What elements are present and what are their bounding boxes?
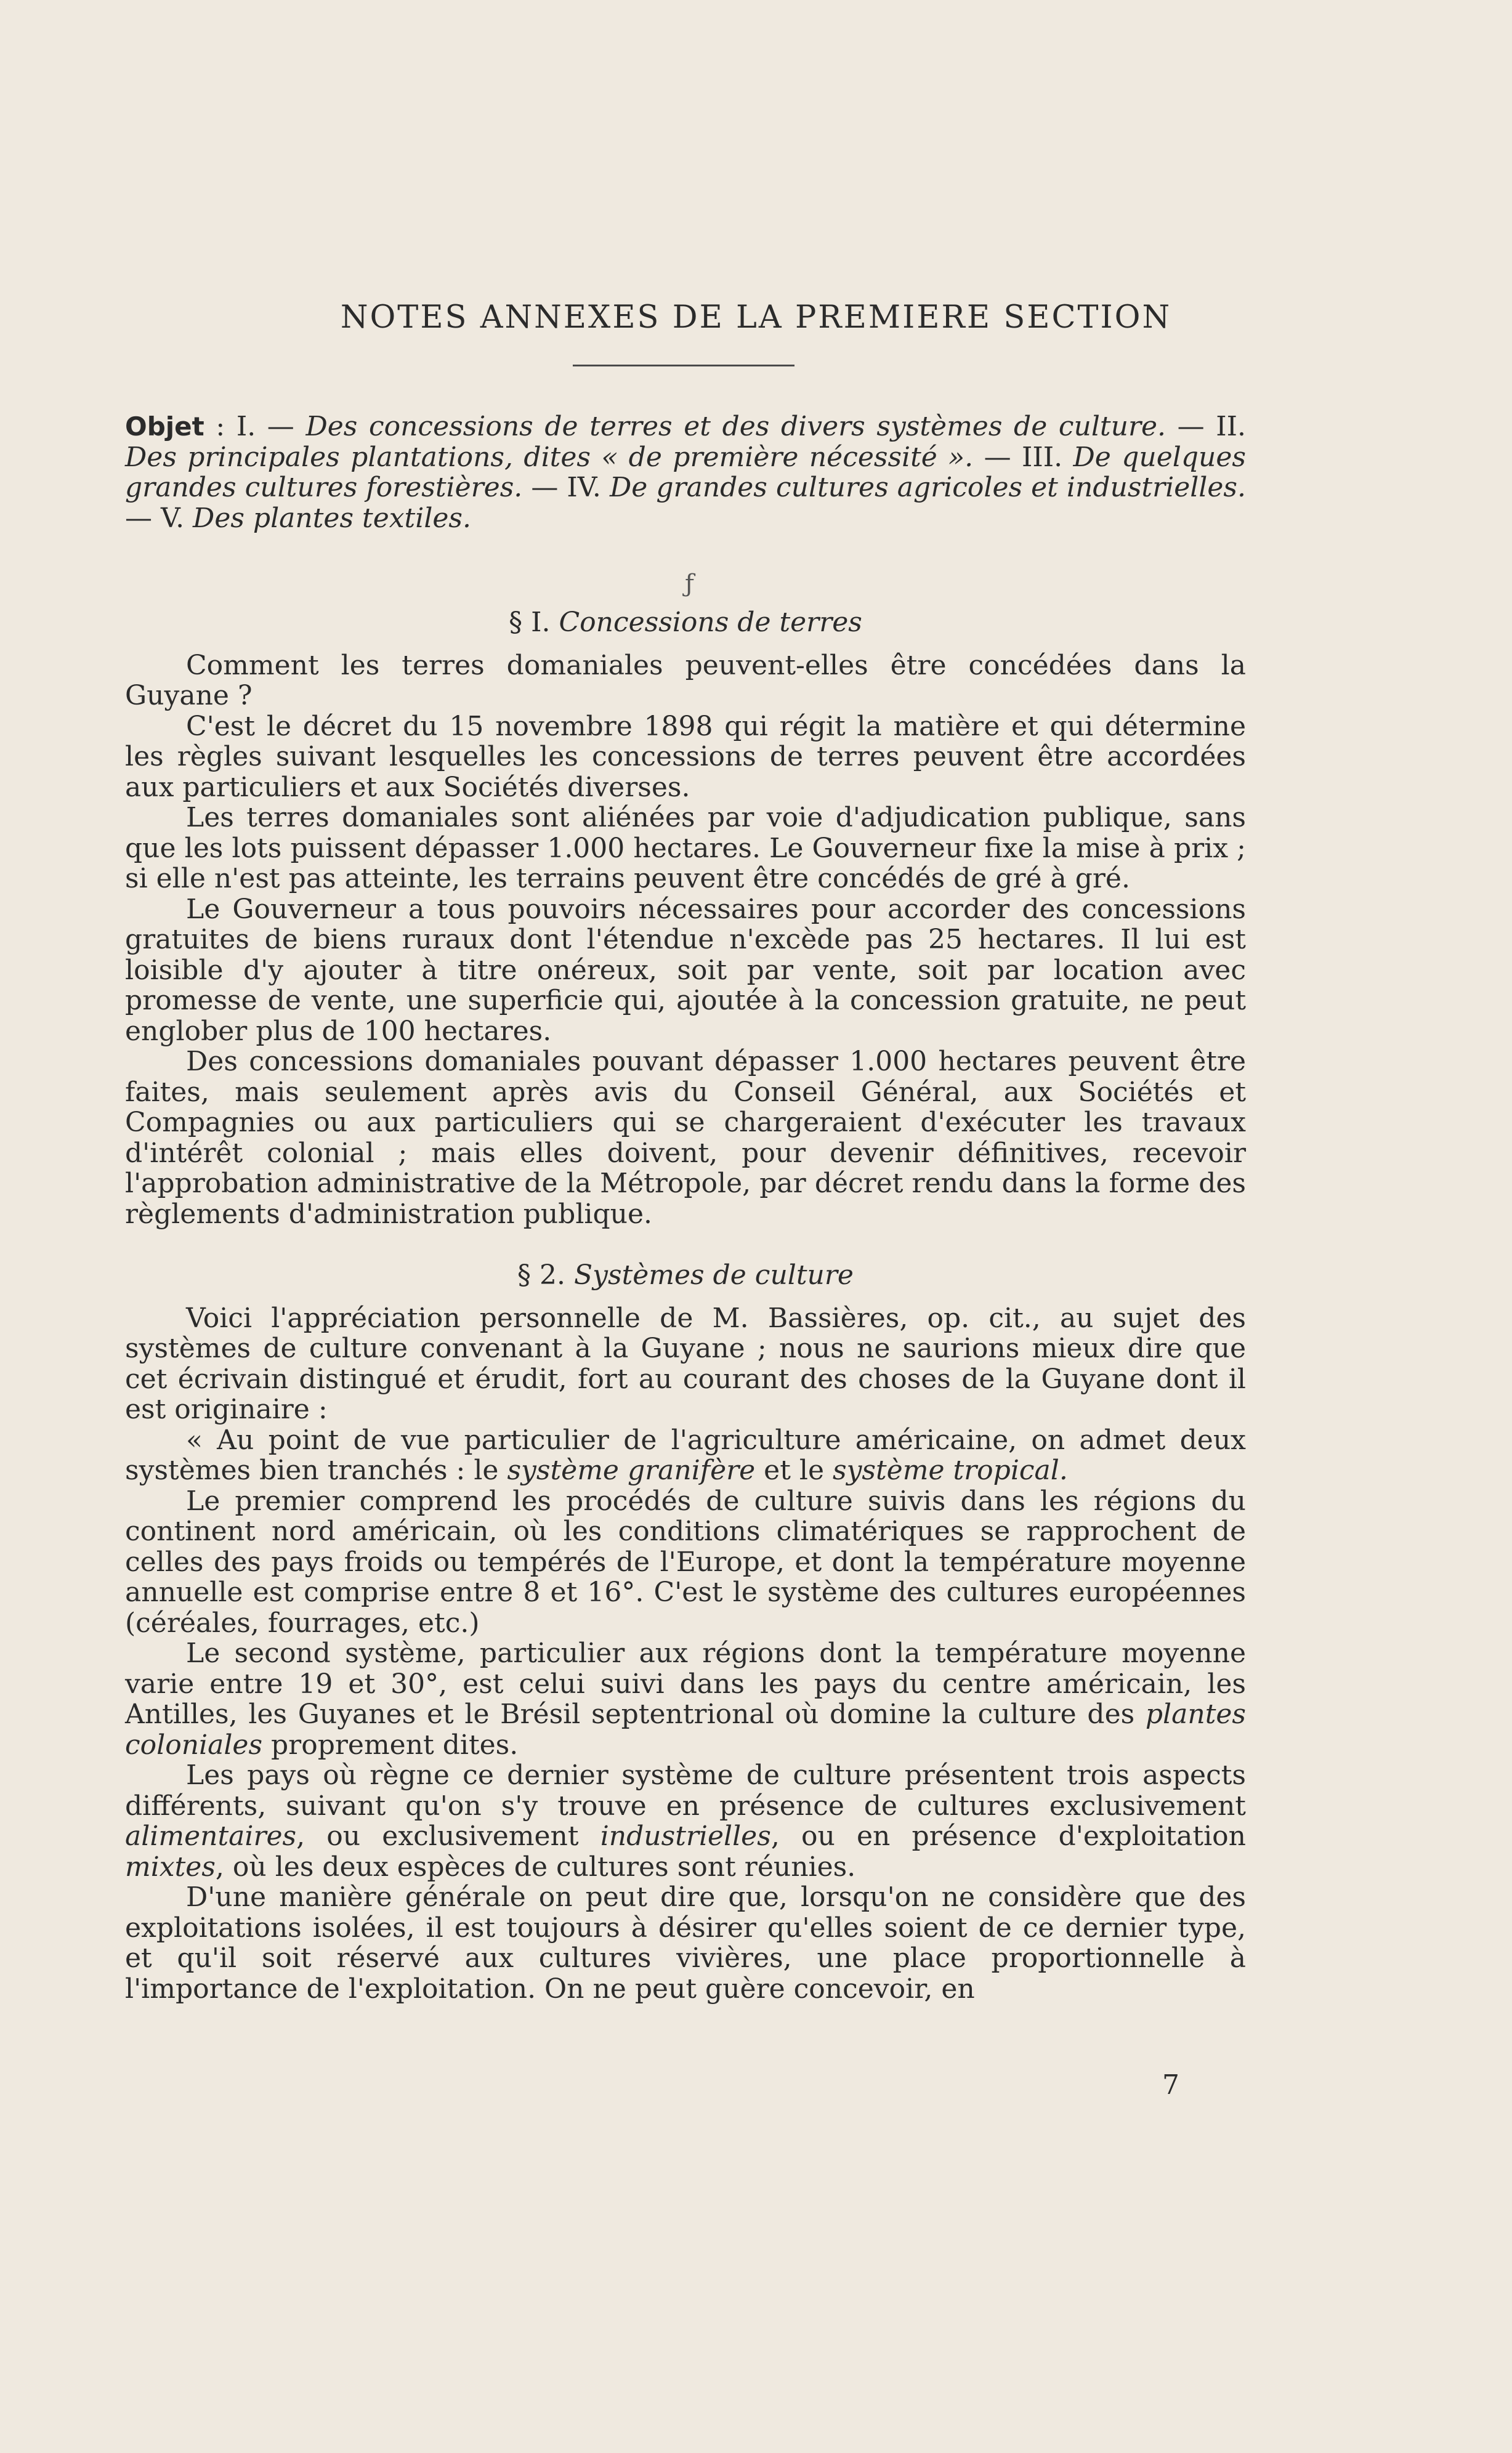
objet-label: Objet (125, 411, 204, 442)
page-number: 7 (1162, 2069, 1179, 2101)
paragraph: Les terres domaniales sont aliénées par voie d'adjudication publique, sans que les lots puissent dépasser 1.000 hectares. Le Gouverneur fixe la mise à prix ; si elle n'est pas atteinte, les terrains peuvent être concédés de gré à gré. (125, 802, 1246, 894)
paragraph: Le Gouverneur a tous pouvoirs nécessaires pour accorder des concessions gratuites de biens ruraux dont l'étendue n'excède pas 25 hectares. Il lui est loisible d'y ajouter à titre onéreux, soit par vente, soit par location avec promesse de vente, une superficie qui, ajoutée à la concession gratuite, ne peut englober plus de 100 hectares. (125, 893, 1246, 1047)
section-heading-2: § 2. Systèmes de culture (517, 1259, 854, 1291)
paragraph: D'une manière générale on peut dire que, lorsqu'on ne considère que des exploitations isolées, il est toujours à désirer qu'elles soient de ce dernier type, et qu'il soit réservé aux cultures vivières, une place proportionnelle à l'importance de l'exploitation. On ne peut guère concevoir, en (125, 1881, 1246, 2005)
paragraph: Des concessions domaniales pouvant dépasser 1.000 hectares peuvent être faites, mais seulement après avis du Conseil Général, aux Sociétés et Compagnies ou aux particuliers qui se chargeraient d'exécuter les travaux d'intérêt colonial ; mais elles doivent, pour devenir définitives, recevoir l'approbation administrative de la Métropole, par décret rendu dans la forme des règlements d'administration publique. (125, 1046, 1246, 1230)
body-text (125, 411, 1246, 2004)
paragraph: « Au point de vue particulier de l'agriculture américaine, on admet deux systèmes bien tranchés : le système granifère et le système tropical. (125, 1424, 1246, 1486)
paragraph: Voici l'appréciation personnelle de M. Bassières, op. cit., au sujet des systèmes de culture convenant à la Guyane ; nous ne saurions mieux dire que cet écrivain distingué et érudit, fort au courant des choses de la Guyane dont il est originaire : (125, 1302, 1246, 1425)
paragraph: Le second système, particulier aux régions dont la température moyenne varie entre 19 et 30°, est celui suivi dans les pays du centre américain, les Antilles, les Guyanes et le Brésil septentrional où domine la culture des plantes coloniales proprement dites. (125, 1638, 1246, 1761)
paragraph: C'est le décret du 15 novembre 1898 qui régit la matière et qui détermine les règles suivant lesquelles les concessions de terres peuvent être accordées aux particuliers et aux Sociétés diverses. (125, 710, 1246, 803)
section-heading-1: § I. Concessions de terres (509, 607, 862, 638)
paragraph: Le premier comprend les procédés de culture suivis dans les régions du continent nord américain, où les conditions climatériques se rapprochent de celles des pays froids ou tempérés de l'Europe, et dont la température moyenne annuelle est comprise entre 8 et 16°. C'est le système des cultures européennes (céréales, fourrages, etc.) (125, 1485, 1246, 1639)
page-title: NOTES ANNEXES DE LA PREMIERE SECTION (340, 299, 1172, 336)
paragraph: Comment les terres domaniales peuvent-elles être concédées dans la Guyane ? (125, 649, 1246, 711)
objet-summary: Objet : I. — Des concessions de terres et des divers systèmes de culture. — II. Des principales plantations, dites « de première nécessité ». — III. De quelques grandes cultures forestières. — IV. De grandes cultures agricoles et industrielles. — V. Des plantes textiles. (125, 411, 1247, 534)
stray-mark: ƒ (685, 570, 694, 598)
paragraph: Les pays où règne ce dernier système de culture présentent trois aspects différents, suivant qu'on s'y trouve en présence de cultures exclusivement alimentaires, ou exclusivement industrielles, ou en présence d'exploitation mixtes, où les deux espèces de cultures sont réunies. (125, 1760, 1246, 1883)
title-rule (573, 365, 794, 366)
